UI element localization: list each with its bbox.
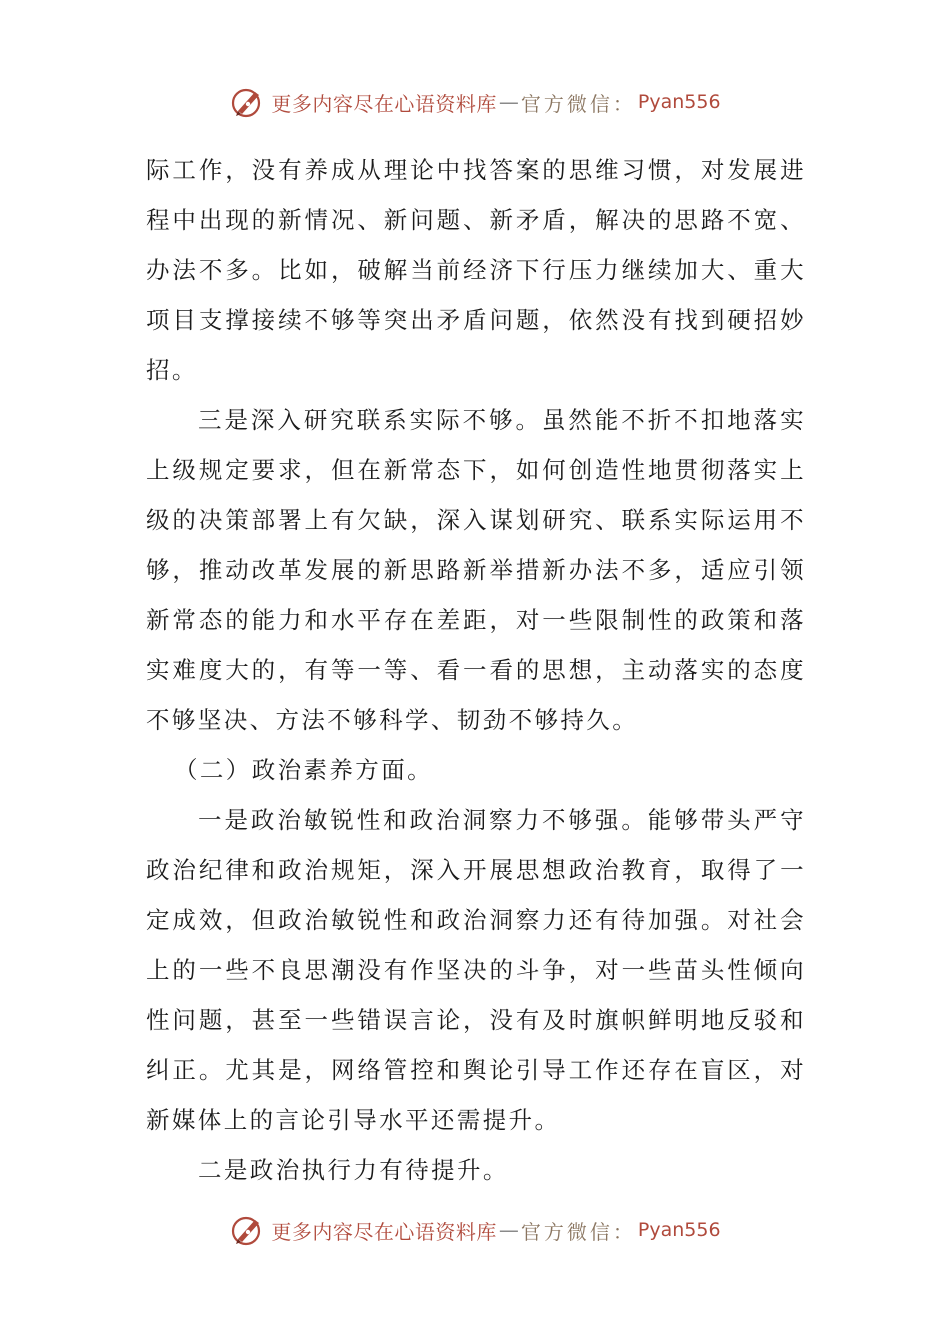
watermark-label: 官方微信：: [520, 91, 636, 116]
watermark-brand: 更多内容尽在心语资料库: [271, 1219, 497, 1244]
section-heading: （二）政治素养方面。: [174, 756, 433, 784]
watermark-dash: —: [498, 90, 519, 114]
watermark-wechat-id: Pyan556: [637, 1219, 721, 1241]
footer-watermark: [0, 1210, 950, 1250]
paragraph: 二是政治执行力有待提升。: [198, 1156, 509, 1184]
paragraph: 三是深入研究联系实际不够。虽然能不折不扣地落实上级规定要求，但在新常态下，如何创造性地贯彻落实上级的决策部署上有欠缺，深入谋划研究、联系实际运用不够，推动改革发展的新思路新举措新办法不多，适应引领新常态的能力和水平存在差距，对一些限制性的政策和落实难度大的，有等一等、看一看的思想，主动落实的态度不够坚决、方法不够科学、韧劲不够持久。: [146, 406, 806, 734]
document-body: [146, 145, 806, 1195]
pen-logo-icon: [229, 84, 265, 120]
watermark-wechat-id: Pyan556: [637, 91, 721, 113]
watermark-brand: 更多内容尽在心语资料库: [271, 91, 497, 116]
watermark-label: 官方微信：: [520, 1219, 636, 1244]
watermark-dash: —: [498, 1218, 519, 1242]
paragraph: 一是政治敏锐性和政治洞察力不够强。能够带头严守政治纪律和政治规矩，深入开展思想政治教育，取得了一定成效，但政治敏锐性和政治洞察力还有待加强。对社会上的一些不良思潮没有作坚决的斗争，对一些苗头性倾向性问题，甚至一些错误言论，没有及时旗帜鲜明地反驳和纠正。尤其是，网络管控和舆论引导工作还存在盲区，对新媒体上的言论引导水平还需提升。: [146, 806, 806, 1134]
paragraph: 际工作，没有养成从理论中找答案的思维习惯，对发展进程中出现的新情况、新问题、新矛盾，解决的思路不宽、办法不多。比如，破解当前经济下行压力继续加大、重大项目支撑接续不够等突出矛盾问题，依然没有找到硬招妙招。: [146, 156, 806, 384]
pen-logo-icon: [229, 1212, 265, 1248]
header-watermark: [0, 82, 950, 122]
